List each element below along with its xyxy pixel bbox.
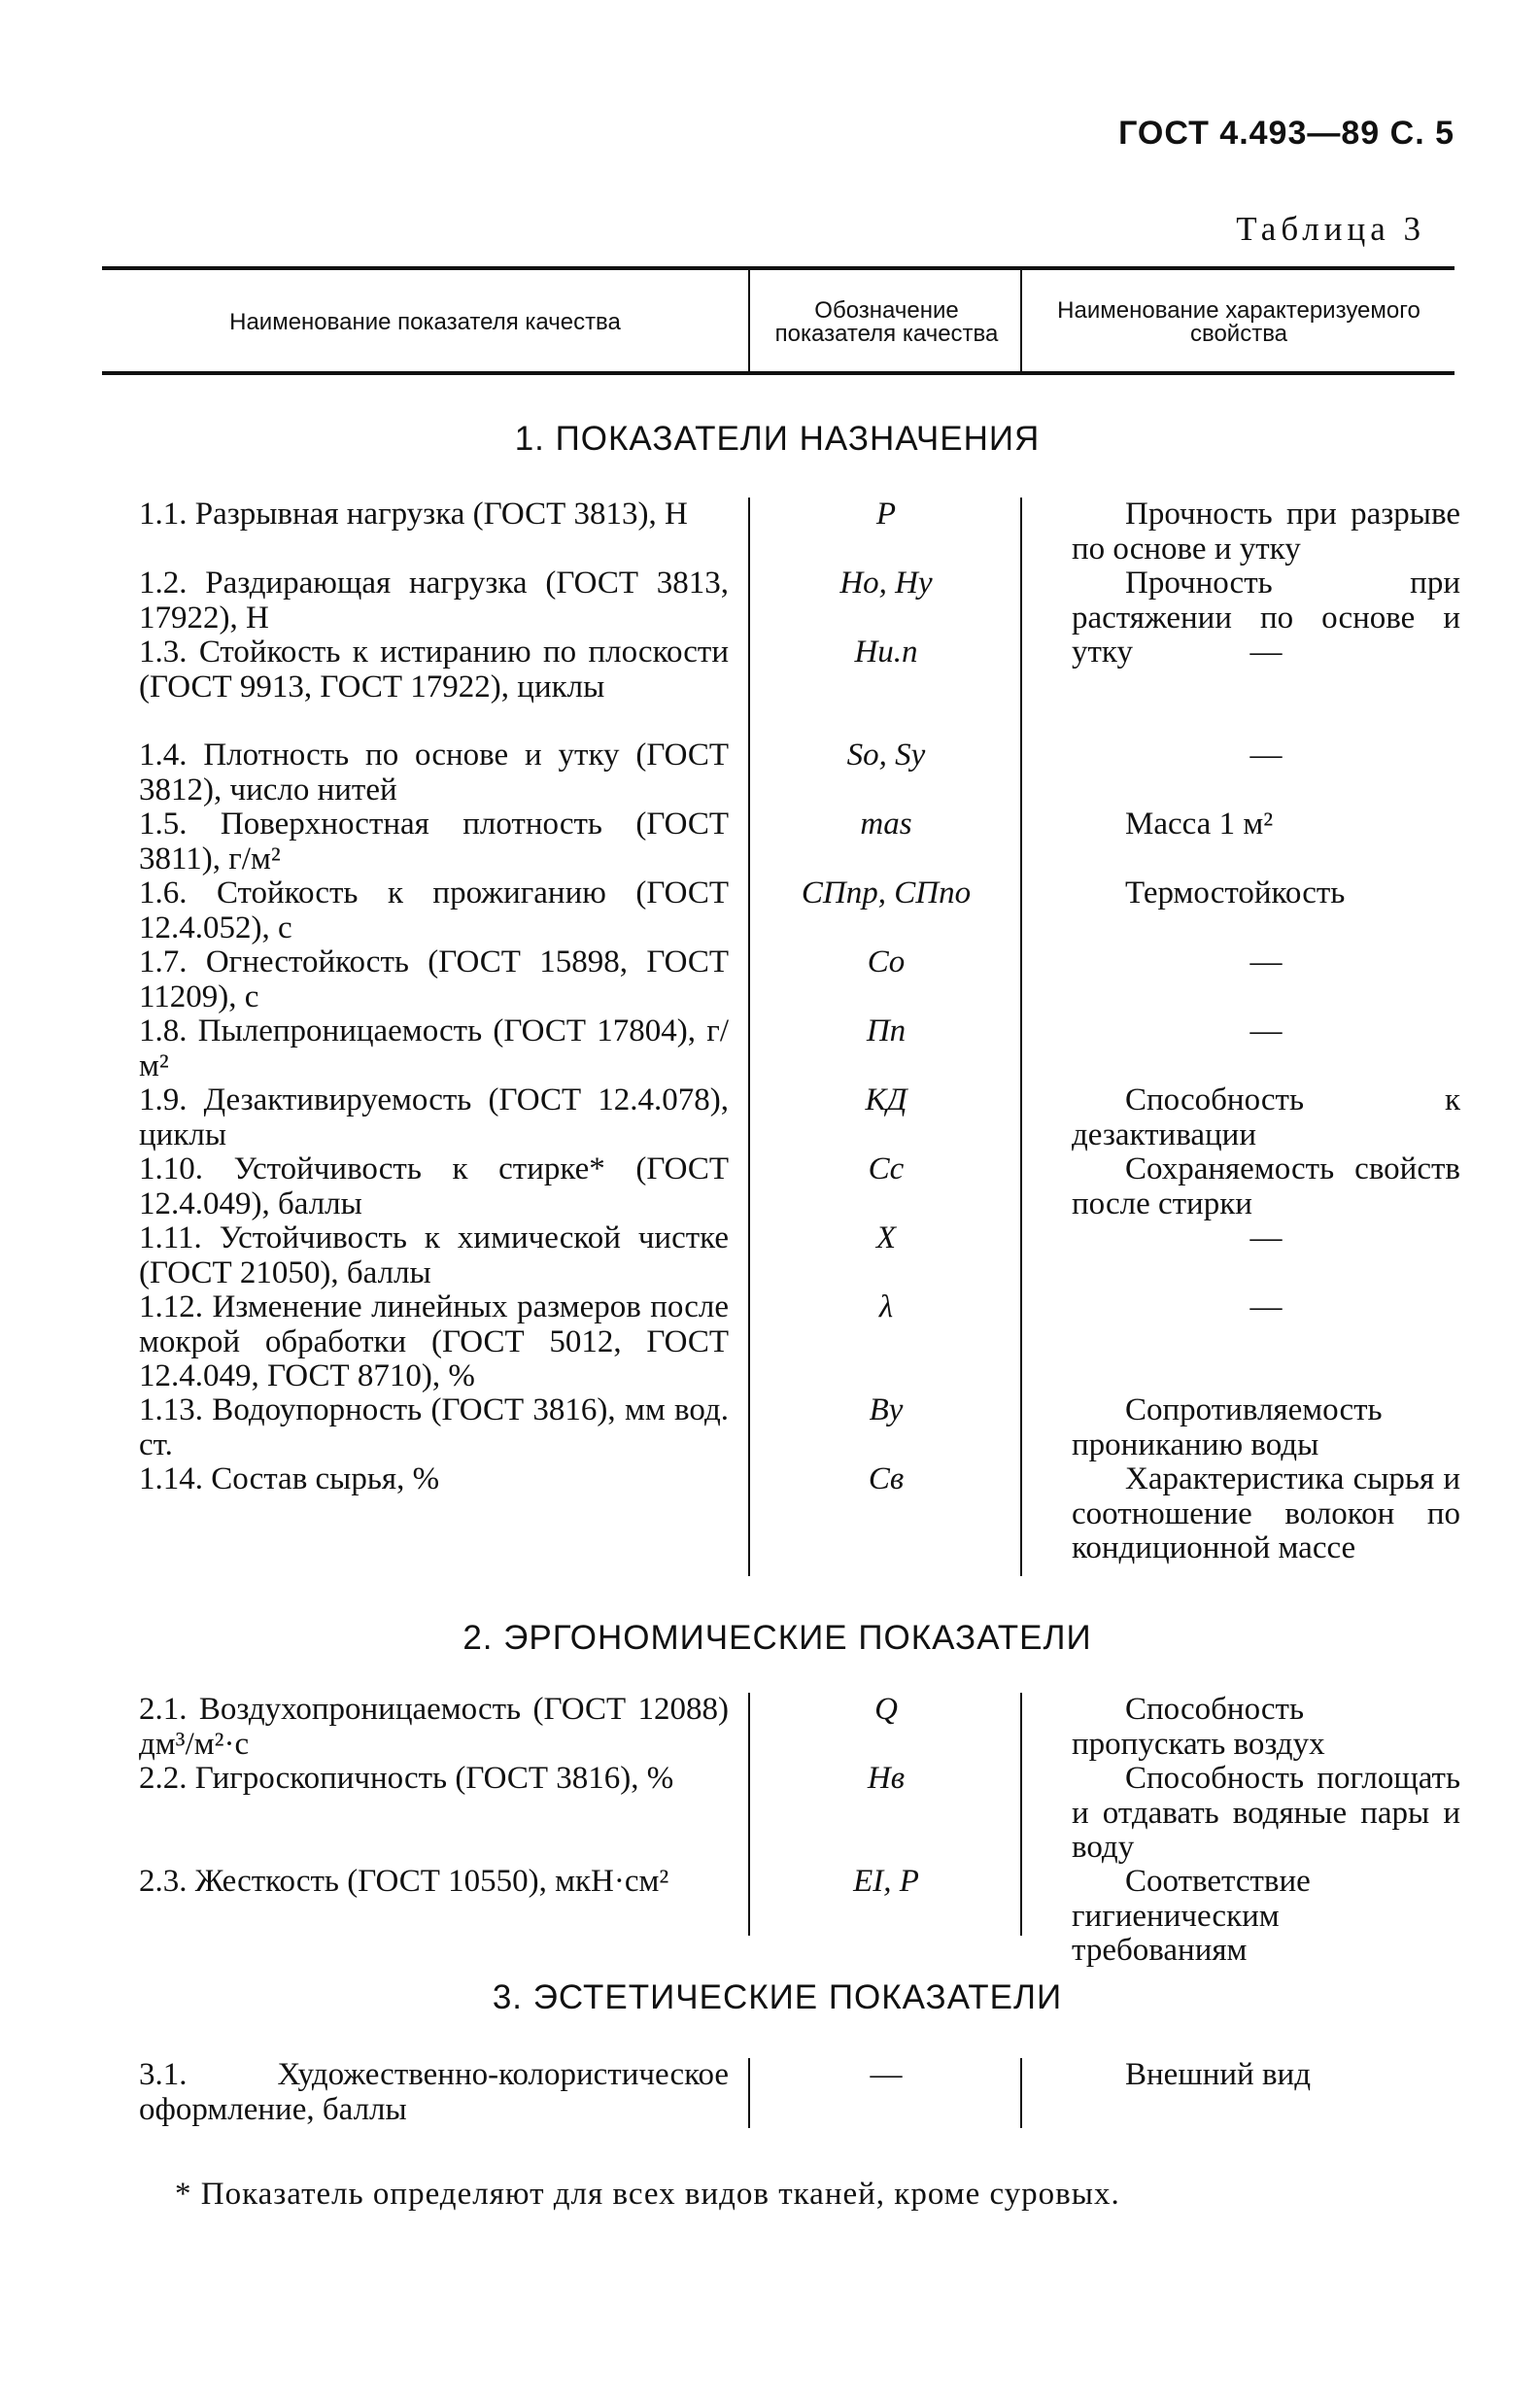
indicator-symbol: Q <box>874 1692 898 1727</box>
indicator-symbol: КД <box>865 1082 907 1117</box>
table-row <box>102 807 1462 876</box>
table-row <box>102 876 1462 945</box>
characterized-property: — <box>1249 1289 1283 1324</box>
indicator-symbol: Cо <box>867 945 906 979</box>
indicator-name: 1.12. Изменение линейных размеров после мокрой обработки (ГОСТ 5012, ГОСТ 12.4.049, ГОСТ 8710), % <box>139 1289 729 1393</box>
indicator-name: 1.11. Устойчивость к химической чистке (ГОСТ 21050), баллы <box>139 1220 729 1290</box>
characterized-property: Внешний вид <box>1125 2057 1311 2092</box>
characterized-property: Термостойкость <box>1125 876 1346 910</box>
indicator-symbol: Пп <box>866 1014 907 1048</box>
indicator-symbol: EI, P <box>853 1864 919 1899</box>
indicator-symbol: X <box>875 1220 897 1255</box>
characterized-property: Способность поглощать и отдавать водяные пары и воду <box>1072 1761 1460 1865</box>
table-row <box>102 739 1462 807</box>
indicator-symbol: Sо, Sу <box>846 738 926 773</box>
column-header-property: Наименование характеризуемого свойства <box>1057 297 1420 347</box>
indicator-symbol: P <box>875 497 897 532</box>
characterized-property: Способность пропускать воздух <box>1072 1692 1325 1762</box>
characterized-property: — <box>1249 738 1283 773</box>
indicator-symbol: λ <box>878 1289 894 1324</box>
indicator-name: 2.1. Воздухопроницаемость (ГОСТ 12088) дм³/м²·с <box>139 1692 729 1762</box>
table-row <box>102 1221 1462 1290</box>
table-row <box>102 1393 1462 1462</box>
characterized-property: — <box>1249 945 1283 979</box>
indicator-symbol: Cв <box>868 1461 905 1496</box>
section-title: 1. ПОКАЗАТЕЛИ НАЗНАЧЕНИЯ <box>514 420 1041 458</box>
characterized-property: Соответствие гигиеническим требованиям <box>1072 1864 1311 1968</box>
column-divider <box>1020 270 1022 371</box>
characterized-property: Прочность при разрыве по основе и утку <box>1072 497 1460 567</box>
characterized-property: — <box>1249 1014 1283 1048</box>
characterized-property: Сохраняемость свойств после стирки <box>1072 1151 1460 1221</box>
indicator-name: 1.1. Разрывная нагрузка (ГОСТ 3813), Н <box>139 497 688 532</box>
characterized-property: Масса 1 м² <box>1125 807 1274 842</box>
characterized-property: — <box>1249 635 1283 670</box>
indicator-name: 1.7. Огнестойкость (ГОСТ 15898, ГОСТ 11209), с <box>139 945 729 1014</box>
table-row <box>102 1762 1462 1865</box>
section-rows <box>102 498 1462 1569</box>
indicator-symbol: Bу <box>869 1392 904 1427</box>
column-divider <box>748 270 750 371</box>
indicator-name: 1.3. Стойкость к истиранию по плоскости (ГОСТ 9913, ГОСТ 17922), циклы <box>139 635 729 704</box>
indicator-name: 1.6. Стойкость к прожиганию (ГОСТ 12.4.052), с <box>139 876 729 945</box>
table-row <box>102 2058 1462 2127</box>
indicator-symbol: Cс <box>868 1151 905 1186</box>
table-row <box>102 1290 1462 1393</box>
table-row <box>102 1693 1462 1762</box>
page-reference: ГОСТ 4.493—89 С. 5 <box>1118 115 1454 152</box>
indicator-name: 2.3. Жесткость (ГОСТ 10550), мкН·см² <box>139 1864 669 1899</box>
table-row <box>102 1864 1462 1968</box>
indicator-symbol: Hо, Hу <box>839 566 933 601</box>
table-row <box>102 945 1462 1014</box>
section-title: 3. ЭСТЕТИЧЕСКИЕ ПОКАЗАТЕЛИ <box>492 1978 1063 2016</box>
column-header-symbol: Обозначение показателя качества <box>774 297 999 347</box>
table-row <box>102 1083 1462 1152</box>
indicator-symbol: СПпр, СПпо <box>801 876 972 910</box>
indicator-name: 1.14. Состав сырья, % <box>139 1461 440 1496</box>
table-row <box>102 1462 1462 1569</box>
characterized-property: Сопротивляемость прониканию воды <box>1072 1392 1383 1462</box>
indicator-symbol: — <box>870 2057 903 2092</box>
table-top-rule <box>102 266 1454 270</box>
indicator-symbol: Hи.п <box>854 635 918 670</box>
indicator-name: 2.2. Гигроскопичность (ГОСТ 3816), % <box>139 1761 674 1796</box>
table-row <box>102 498 1462 567</box>
table-header-rule <box>102 371 1454 375</box>
table-row <box>102 636 1462 739</box>
indicator-name: 1.5. Поверхностная плотность (ГОСТ 3811), г/м² <box>139 807 729 876</box>
column-header-name: Наименование показателя качества <box>229 309 621 335</box>
indicator-name: 3.1. Художественно-колористическое оформление, баллы <box>139 2057 729 2127</box>
table-label: Таблица 3 <box>1236 210 1425 248</box>
characterized-property: — <box>1249 1220 1283 1255</box>
section-rows <box>102 1692 1462 1968</box>
indicator-name: 1.10. Устойчивость к стирке* (ГОСТ 12.4.049), баллы <box>139 1151 729 1221</box>
footnote: * Показатель определяют для всех видов тканей, кроме суровых. <box>175 2177 1120 2212</box>
indicator-name: 1.8. Пылепроницаемость (ГОСТ 17804), г/м² <box>139 1014 729 1083</box>
indicator-name: 1.9. Дезактивируемость (ГОСТ 12.4.078), циклы <box>139 1082 729 1152</box>
indicator-symbol: mas <box>860 807 912 842</box>
indicator-symbol: Hв <box>867 1761 906 1796</box>
table-row <box>102 1014 1462 1083</box>
indicator-name: 1.13. Водоупорность (ГОСТ 3816), мм вод. ст. <box>139 1392 729 1462</box>
indicator-name: 1.4. Плотность по основе и утку (ГОСТ 3812), число нитей <box>139 738 729 807</box>
section-title: 2. ЭРГОНОМИЧЕСКИЕ ПОКАЗАТЕЛИ <box>462 1619 1092 1657</box>
indicator-name: 1.2. Раздирающая нагрузка (ГОСТ 3813, 17922), Н <box>139 566 729 636</box>
section-rows <box>102 2058 1462 2127</box>
characterized-property: Прочность при растяжении по основе и утку <box>1072 566 1460 670</box>
characterized-property: Способность к дезактивации <box>1072 1082 1460 1152</box>
table-row <box>102 1152 1462 1221</box>
characterized-property: Характеристика сырья и соотношение волокон по кондиционной массе <box>1072 1461 1460 1565</box>
